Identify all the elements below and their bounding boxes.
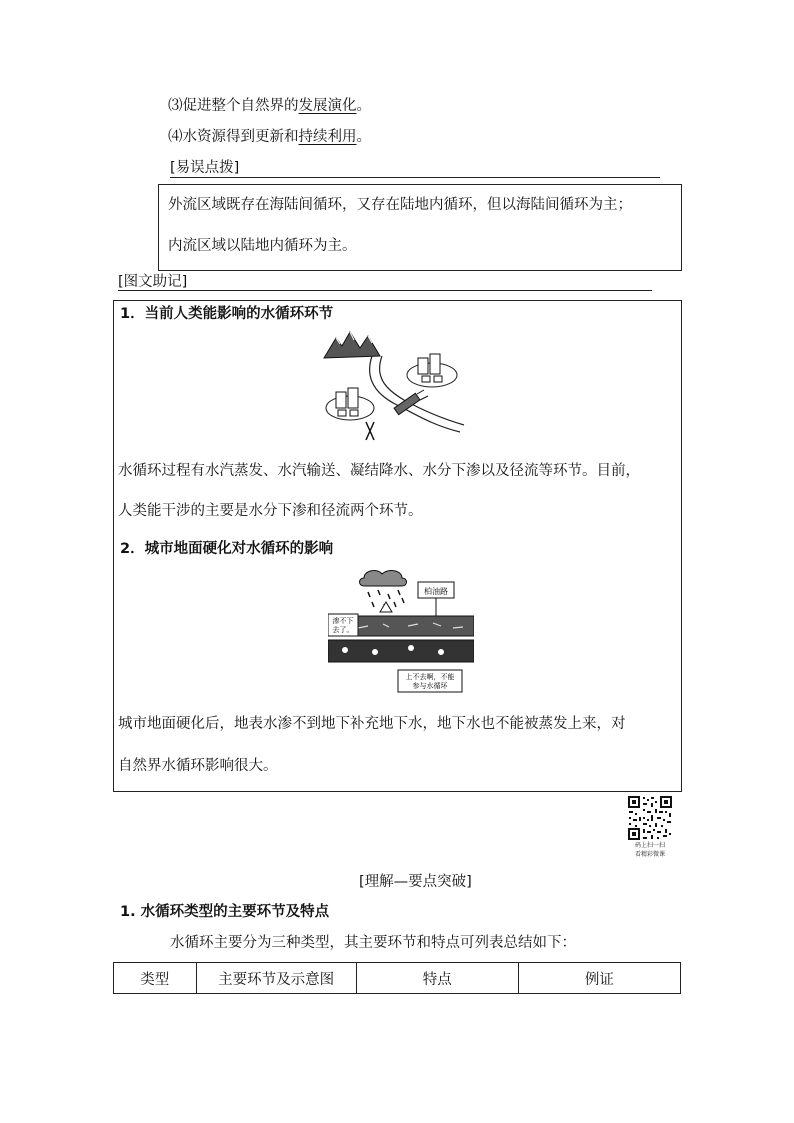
error-tip-rule [170,177,660,178]
item-2-text-2: 自然界水循环影响很大。 [118,758,278,774]
error-tip-line-1: 外流区域既存在海陆间循环，又存在陆地内循环，但以海陆间循环为主； [168,197,632,213]
svg-text:上不去啊，不能: 上不去啊，不能 [405,673,455,681]
error-tip-heading: [易误点拨] [170,160,240,176]
item-1-text-2: 人类能干涉的主要是水分下渗和径流两个环节。 [118,503,423,519]
svg-text:去了。: 去了。 [332,626,354,634]
building-icon [418,358,428,374]
water-cycle-table [113,962,681,994]
point-4: ⑷水资源得到更新和持续利用。 [168,129,371,145]
water-drop-character [380,602,392,612]
qr-caption-2: 看精彩微课 [634,851,665,858]
section-intro: 水循环主要分为三种类型，其主要环节和特点可列表总结如下： [170,935,576,951]
qr-caption-1: 码上扫一扫 [634,842,665,849]
table-header-row [114,963,681,994]
header-type: 类型 [114,963,197,994]
point-3-underlined: 发展演化 [298,98,357,114]
memory-aid-rule [118,290,652,291]
section-title: 1. 水循环类型的主要环节及特点 [120,904,330,920]
underground-water [328,640,474,662]
header-stages: 主要环节及示意图 [196,963,356,994]
error-tip-line-2: 内流区域以陆地内循环为主。 [168,238,357,254]
header-features: 特点 [356,963,518,994]
urban-hardening-cartoon [328,566,474,694]
point-3: ⑶促进整个自然界的发展演化。 [168,98,371,114]
item-2-title: 2．城市地面硬化对水循环的影响 [120,541,334,557]
section-heading: [理解—要点突破] [359,874,472,890]
qr-code-icon[interactable] [627,795,673,841]
svg-text:参与水循环: 参与水循环 [412,682,448,690]
svg-text:渗不下: 渗不下 [332,617,354,625]
water-cycle-illustration [322,330,472,444]
memory-aid-heading: [图文助记] [118,274,188,290]
item-1-title: 1．当前人类能影响的水循环环节 [120,306,334,322]
header-examples: 例证 [518,963,680,994]
item-1-text-1: 水循环过程有水汽蒸发、水汽输送、凝结降水、水分下渗以及径流等环节。目前， [118,463,640,479]
road-sign-label: 柏油路 [424,587,448,596]
rain-cloud-icon [360,571,407,586]
item-2-text-1: 城市地面硬化后，地表水渗不到地下补充地下水，地下水也不能被蒸发上来，对 [118,716,626,732]
point-4-underlined: 持续利用 [298,129,357,145]
